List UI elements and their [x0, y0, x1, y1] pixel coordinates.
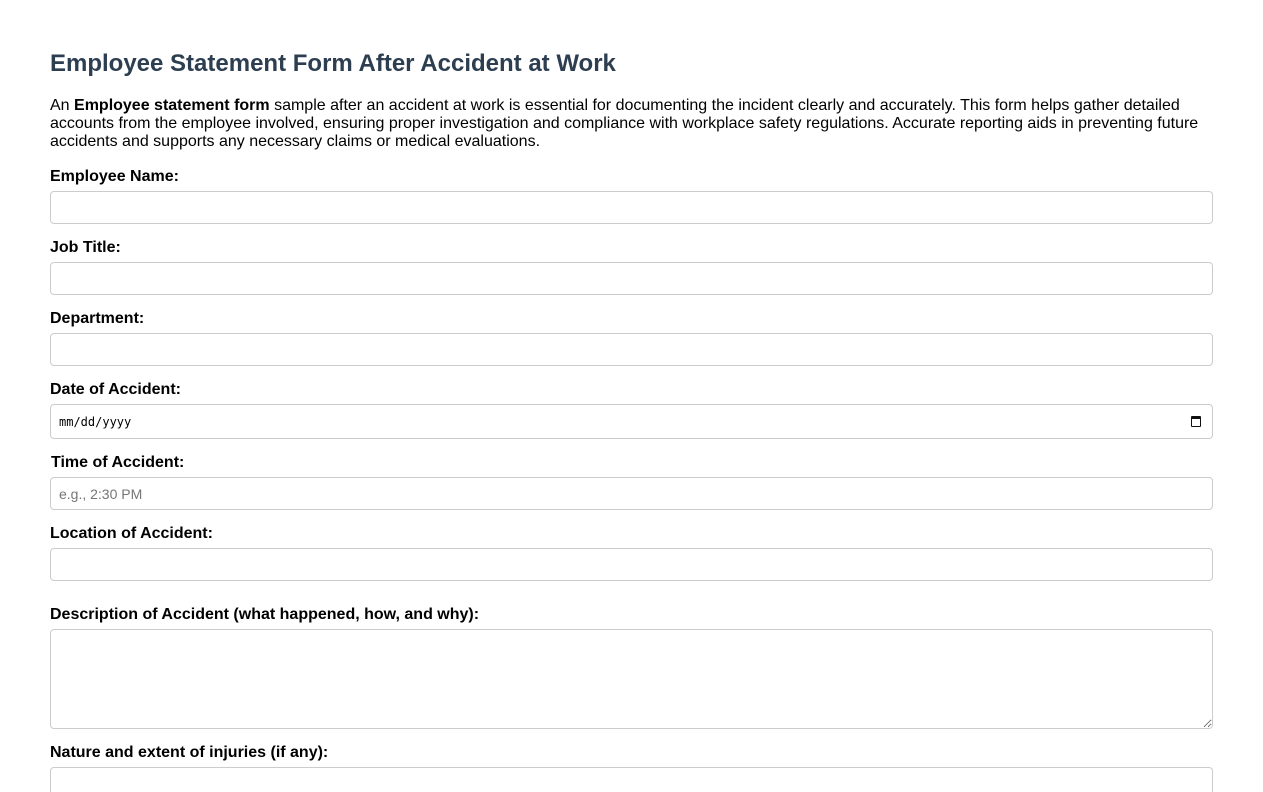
description-textarea[interactable] — [50, 629, 1213, 729]
page-title: Employee Statement Form After Accident at Work — [50, 50, 616, 77]
job-title-input[interactable] — [50, 262, 1213, 295]
intro-rest: sample after an accident at work is essential for documenting the incident clearly and accurately. This form helps gather detailed accounts from the employee involved, ensuring proper investigation and compliance with workplace safety regulations. Accurate reporting aids in preventing future accidents and supports any necessary claims or medical evaluations. — [50, 97, 1199, 150]
location-of-accident-label: Location of Accident: — [50, 525, 213, 542]
employee-name-input[interactable] — [50, 191, 1213, 224]
time-of-accident-input[interactable] — [50, 477, 1213, 510]
date-of-accident-input[interactable] — [50, 404, 1213, 439]
date-of-accident-label: Date of Accident: — [50, 381, 181, 398]
department-label: Department: — [50, 310, 145, 327]
description-label: Description of Accident (what happened, how, and why): — [50, 606, 480, 623]
job-title-label: Job Title: — [50, 239, 121, 256]
calendar-icon[interactable] — [1191, 416, 1201, 427]
employee-name-label: Employee Name: — [50, 168, 179, 185]
department-input[interactable] — [50, 333, 1213, 366]
location-of-accident-input[interactable] — [50, 548, 1213, 581]
injuries-label: Nature and extent of injuries (if any): — [50, 744, 329, 761]
time-of-accident-label: Time of Accident: — [51, 454, 185, 471]
intro-paragraph — [50, 97, 1213, 151]
injuries-textarea[interactable] — [50, 767, 1213, 792]
intro-prefix: An — [50, 97, 75, 114]
date-format-text: mm/dd/yyyy — [59, 414, 132, 429]
intro-bold: Employee statement form — [74, 97, 270, 114]
